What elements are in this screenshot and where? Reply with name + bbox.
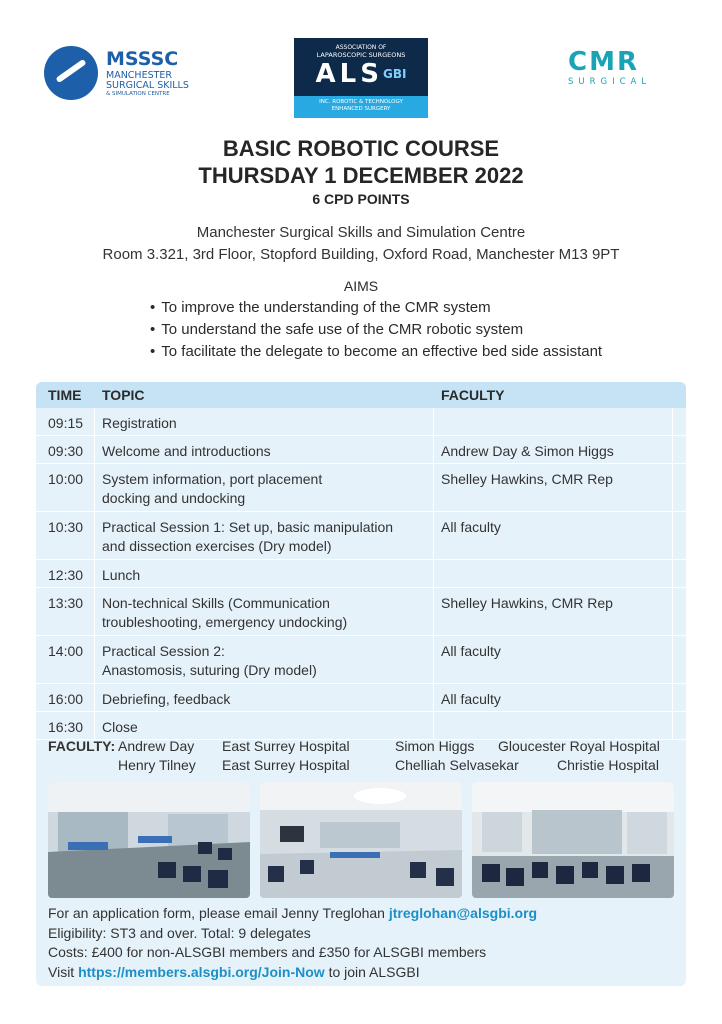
table-row (36, 560, 686, 588)
time-cell: 10:30 (48, 519, 84, 535)
msssc-emblem-icon (44, 46, 98, 100)
time-cell: 16:30 (48, 719, 84, 735)
topic-cell: Practical Session 1: Set up, basic manipulation and dissection exercises (Dry model) (102, 519, 394, 554)
msssc-line3: & SIMULATION CENTRE (106, 91, 170, 97)
venue-name: Manchester Surgical Skills and Simulation Centre (196, 224, 526, 241)
topic-cell: Close (102, 719, 138, 735)
faculty-name: Simon Higgs (395, 738, 475, 754)
table-row (36, 408, 686, 436)
faculty-cell: Andrew Day & Simon Higgs (441, 443, 614, 459)
faculty-cell: All faculty (441, 519, 501, 535)
msssc-line2: SURGICAL SKILLS (106, 80, 189, 91)
aim-item: • To facilitate the delegate to become an effective bed side assistant (150, 341, 602, 363)
table-row (36, 464, 686, 512)
table-row (36, 712, 686, 740)
aim-item: • To understand the safe use of the CMR robotic system (150, 319, 602, 341)
header-topic: TOPIC (102, 387, 145, 403)
aims-list (150, 297, 602, 363)
application-info (48, 904, 537, 982)
venue-address: Room 3.321, 3rd Floor, Stopford Building, Oxford Road, Manchester M13 9PT (102, 246, 620, 263)
alsgbi-top2: LAPAROSCOPIC SURGEONS (316, 51, 406, 59)
course-title: BASIC ROBOTIC COURSE (222, 136, 500, 161)
faculty-cell: Shelley Hawkins, CMR Rep (441, 471, 613, 487)
time-cell: 16:00 (48, 691, 84, 707)
cpd-points: 6 CPD POINTS (312, 191, 410, 207)
faculty-name: Chelliah Selvasekar (395, 757, 519, 773)
msssc-wordmark: MSSSC (106, 48, 179, 70)
cmr-sub: SURGICAL (568, 77, 652, 87)
schedule-table (36, 408, 686, 740)
skills-lab-photo-1 (48, 782, 250, 898)
topic-cell: Welcome and introductions (102, 443, 271, 459)
join-link[interactable]: https://members.alsgbi.org/Join-Now (78, 963, 325, 980)
table-row (36, 436, 686, 464)
alsgbi-gbi: GBI (382, 67, 407, 81)
faculty-hospital: East Surrey Hospital (222, 738, 350, 754)
faculty-hospital: Gloucester Royal Hospital (498, 738, 660, 754)
join-pre: Visit (48, 963, 79, 980)
time-cell: 09:30 (48, 443, 84, 459)
faculty-hospital: East Surrey Hospital (222, 757, 350, 773)
faculty-name: Henry Tilney (118, 757, 196, 773)
header-time: TIME (48, 387, 82, 403)
aims-heading: AIMS (343, 278, 379, 294)
course-date: THURSDAY 1 DECEMBER 2022 (198, 163, 524, 188)
topic-cell: Debriefing, feedback (102, 691, 231, 707)
alsgbi-mark: ALS (315, 59, 383, 89)
time-cell: 13:30 (48, 595, 84, 611)
faculty-cell: Shelley Hawkins, CMR Rep (441, 595, 613, 611)
faculty-name: Andrew Day (118, 738, 195, 754)
eligibility-line: Eligibility: ST3 and over. Total: 9 delegates (48, 924, 311, 941)
aim-item: • To improve the understanding of the CMR system (150, 297, 602, 319)
table-row (36, 588, 686, 636)
topic-cell: System information, port placement docking and undocking (102, 471, 323, 506)
header-faculty: FACULTY (441, 387, 505, 403)
table-row (36, 636, 686, 684)
application-text: For an application form, please email Jenny Treglohan (48, 905, 389, 921)
skills-lab-photo-3 (472, 782, 674, 898)
schedule-header (36, 382, 686, 408)
faculty-cell: All faculty (441, 643, 501, 659)
alsgbi-bottom2: ENHANCED SURGERY (331, 106, 391, 112)
join-line (48, 963, 537, 983)
table-row (36, 512, 686, 560)
msssc-line1: MANCHESTER (106, 70, 173, 81)
topic-cell: Lunch (102, 567, 141, 583)
skills-lab-photo-2 (260, 782, 462, 898)
time-cell: 10:00 (48, 471, 84, 487)
time-cell: 12:30 (48, 567, 84, 583)
time-cell: 09:15 (48, 415, 84, 431)
table-row (36, 684, 686, 712)
cmr-surgical-logo (568, 48, 680, 98)
application-line (48, 904, 537, 924)
topic-cell: Non-technical Skills (Communication troubleshooting, emergency undocking) (102, 595, 348, 630)
topic-cell: Practical Session 2: Anastomosis, suturing (Dry model) (102, 643, 317, 678)
topic-cell: Registration (102, 415, 177, 431)
logo-bar (0, 38, 722, 120)
time-cell: 14:00 (48, 643, 84, 659)
msssc-logo (44, 42, 194, 104)
email-link[interactable]: jtreglohan@alsgbi.org (388, 905, 538, 921)
cmr-mark: CMR (568, 47, 639, 77)
faculty-label: FACULTY: (48, 738, 116, 754)
alsgbi-bottom1: INC. ROBOTIC & TECHNOLOGY (319, 99, 403, 105)
join-post: to join ALSGBI (324, 963, 420, 980)
costs-line: Costs: £400 for non-ALSGBI members and £350 for ALSGBI members (48, 944, 487, 960)
faculty-cell: All faculty (441, 691, 501, 707)
alsgbi-top1: ASSOCIATION OF (335, 44, 387, 51)
faculty-hospital: Christie Hospital (557, 757, 659, 773)
alsgbi-logo (294, 38, 428, 118)
